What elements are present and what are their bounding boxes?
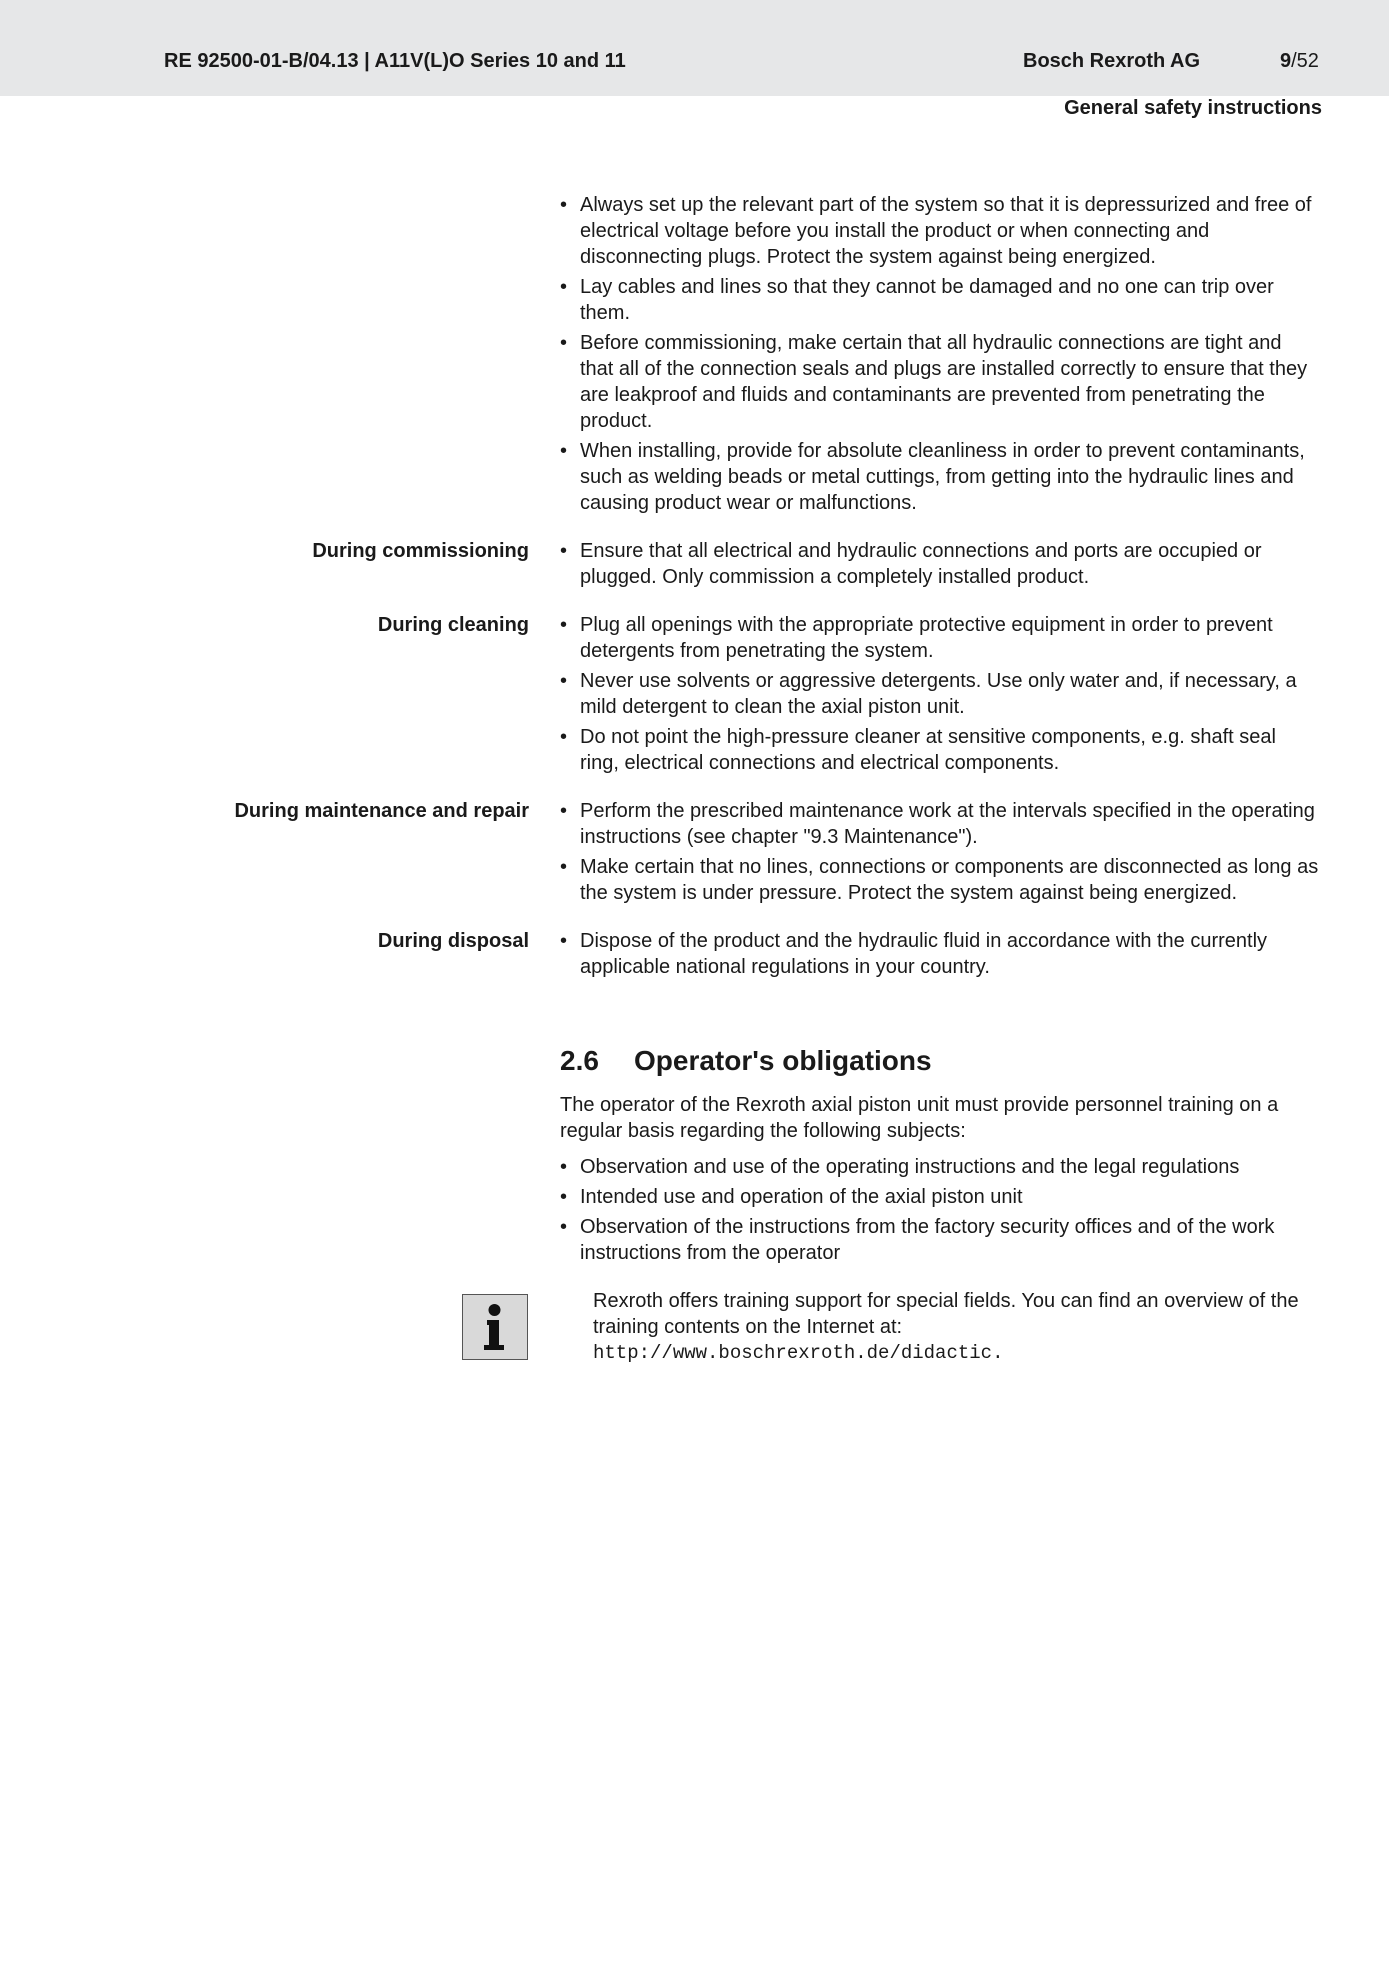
info-note (0, 1288, 1389, 1378)
page-header (0, 0, 1389, 96)
page-current: 9 (1280, 50, 1292, 72)
maintenance-label: During maintenance and repair (234, 800, 529, 822)
training-url[interactable]: http://www.boschrexroth.de/didactic. (593, 1342, 1004, 1364)
info-text-block (593, 1288, 1313, 1366)
page-number (1280, 49, 1319, 73)
cleaning-group (0, 612, 1389, 776)
page-body (0, 192, 1389, 1378)
list-item: • Intended use and operation of the axial piston unit (560, 1184, 1320, 1210)
list-item: • Before commissioning, make certain that all hydraulic connections are tight and that all of the connection seals and plugs are installed correctly to ensure that they are leakproof and fluids and contaminants are prevented from penetrating the product. (560, 330, 1320, 434)
operator-bullets (560, 1154, 1320, 1266)
section-heading (560, 1044, 1389, 1078)
document-reference: RE 92500-01-B/04.13 | A11V(L)O Series 10 and 11 (164, 50, 626, 72)
list-item: • Make certain that no lines, connections or components are disconnected as long as the system is under pressure. Protect the system against being energized. (560, 854, 1320, 906)
section-title: General safety instructions (1064, 97, 1322, 119)
cleaning-label: During cleaning (377, 614, 529, 636)
list-item: • Perform the prescribed maintenance work at the intervals specified in the operating instructions (see chapter "9.3 Maintenance"). (560, 798, 1320, 850)
commissioning-bullets (560, 538, 1320, 590)
commissioning-group (0, 538, 1389, 590)
disposal-group (0, 928, 1389, 980)
list-item: • Plug all openings with the appropriate protective equipment in order to prevent detergents from penetrating the system. (560, 612, 1320, 664)
list-item: • Do not point the high-pressure cleaner at sensitive components, e.g. shaft seal ring, electrical connections and electrical components. (560, 724, 1320, 776)
list-item: • Lay cables and lines so that they cannot be damaged and no one can trip over them. (560, 274, 1320, 326)
cleaning-bullets (560, 612, 1320, 776)
section-number: 2.6 (560, 1045, 599, 1076)
section-intro: The operator of the Rexroth axial piston unit must provide personnel training on a regular basis regarding the following subjects: (560, 1094, 1279, 1142)
maintenance-bullets (560, 798, 1320, 906)
info-icon (462, 1294, 528, 1360)
section-heading-title: Operator's obligations (634, 1045, 932, 1076)
page-total: /52 (1291, 50, 1319, 72)
list-item: • Ensure that all electrical and hydraulic connections and ports are occupied or plugged. Only commission a completely installed product. (560, 538, 1320, 590)
installation-bullets (560, 192, 1320, 516)
info-glyph (463, 1295, 526, 1358)
list-item: • Observation and use of the operating instructions and the legal regulations (560, 1154, 1320, 1180)
disposal-bullets (560, 928, 1320, 980)
company-name: Bosch Rexroth AG (1023, 50, 1201, 72)
installation-group (0, 192, 1389, 516)
disposal-label: During disposal (377, 930, 529, 952)
maintenance-group (0, 798, 1389, 906)
list-item: • When installing, provide for absolute cleanliness in order to prevent contaminants, such as welding beads or metal cuttings, from getting into the hydraulic lines and causing product wear or malfunctions. (560, 438, 1320, 516)
list-item: • Dispose of the product and the hydraulic fluid in accordance with the currently applicable national regulations in your country. (560, 928, 1320, 980)
list-item: • Always set up the relevant part of the system so that it is depressurized and free of electrical voltage before you install the product or when connecting and disconnecting plugs. Protect the system against being energized. (560, 192, 1320, 270)
commissioning-label: During commissioning (312, 540, 529, 562)
list-item: • Observation of the instructions from the factory security offices and of the work instructions from the operator (560, 1214, 1320, 1266)
info-text: Rexroth offers training support for special fields. You can find an overview of the training contents on the Internet at: (593, 1290, 1299, 1338)
list-item: • Never use solvents or aggressive detergents. Use only water and, if necessary, a mild detergent to clean the axial piston unit. (560, 668, 1320, 720)
